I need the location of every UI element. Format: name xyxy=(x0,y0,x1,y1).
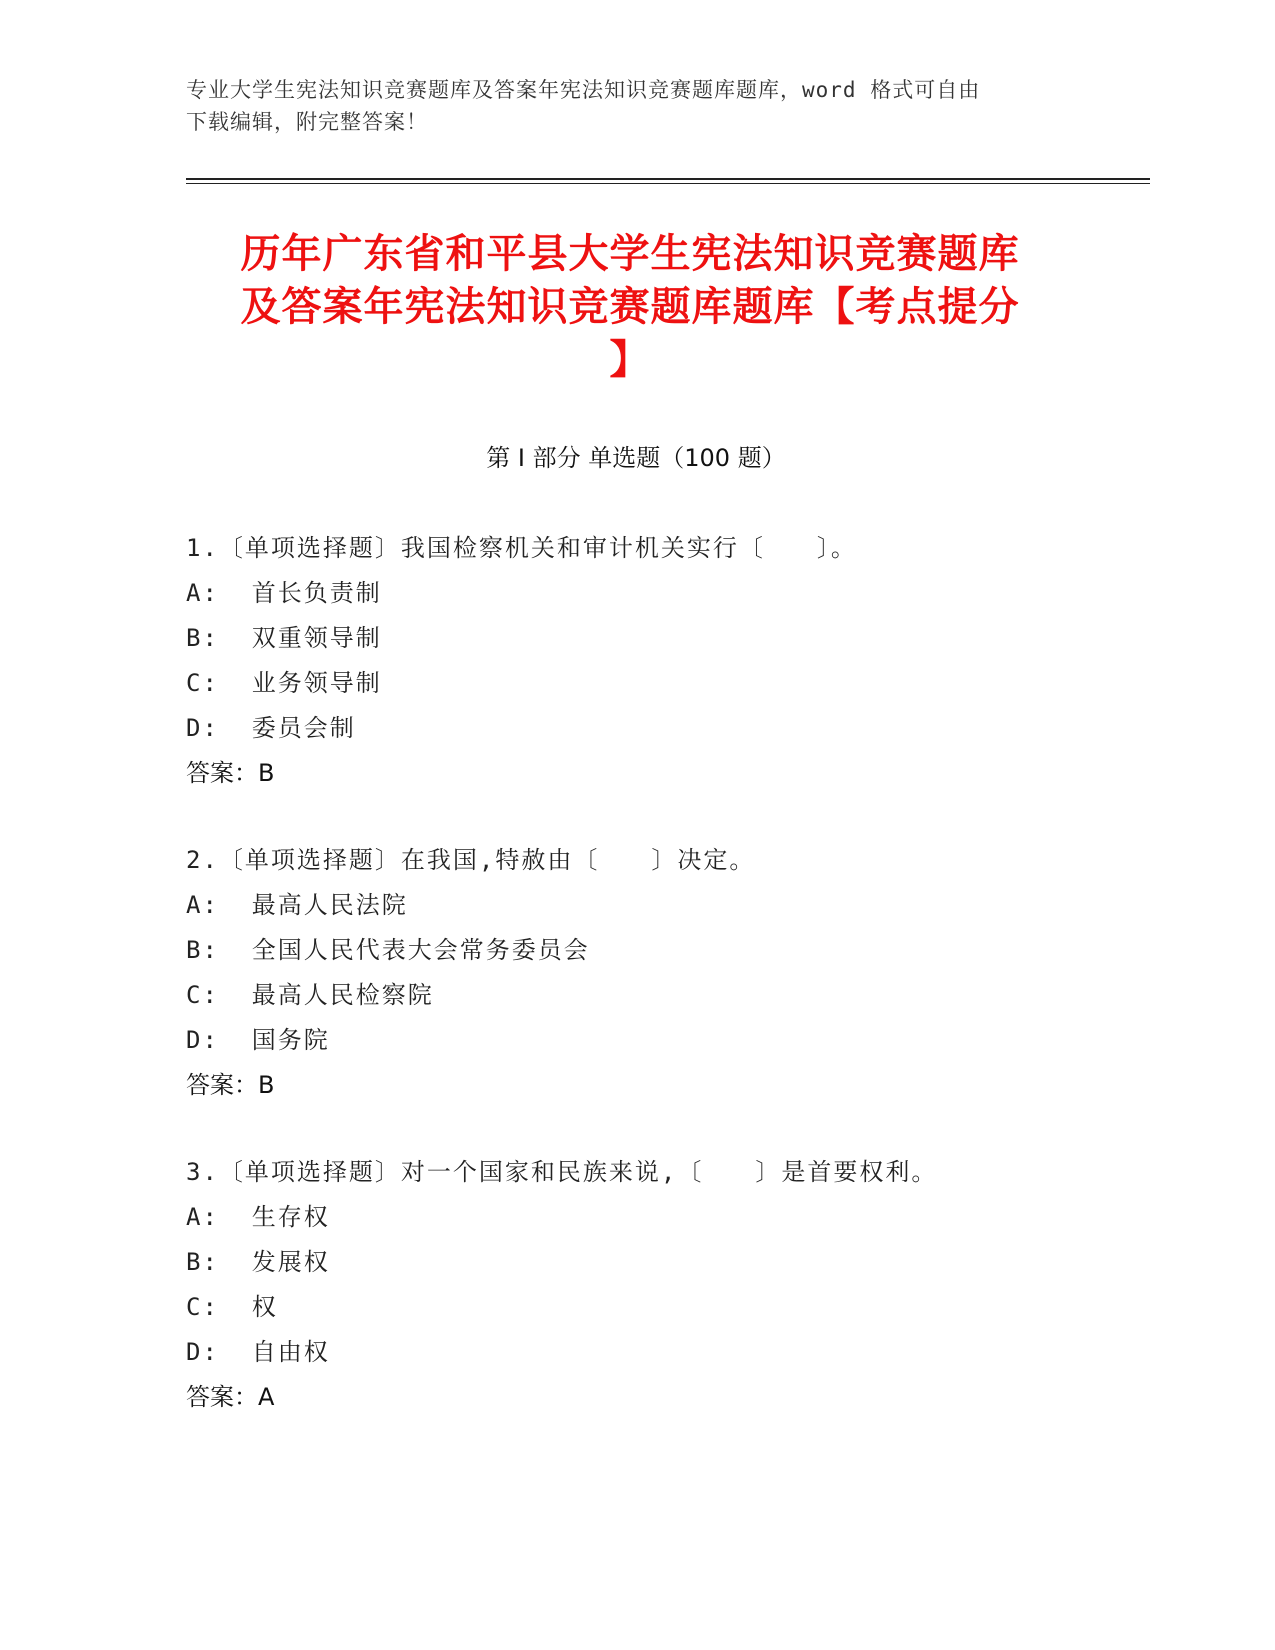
answer-line: 答案：B xyxy=(186,759,275,787)
option-c: C: 权 xyxy=(186,1293,278,1321)
header-note xyxy=(186,74,1066,138)
question-item xyxy=(186,838,1126,1108)
option-b: B: 双重领导制 xyxy=(186,624,382,652)
question-stem: 2.〔单项选择题〕在我国,特赦由〔 〕决定。 xyxy=(186,846,756,874)
option-d: D: 自由权 xyxy=(186,1338,330,1366)
option-b: B: 全国人民代表大会常务委员会 xyxy=(186,936,590,964)
answer-line: 答案：A xyxy=(186,1383,275,1411)
option-d: D: 国务院 xyxy=(186,1026,330,1054)
option-d: D: 委员会制 xyxy=(186,714,356,742)
answer-line: 答案：B xyxy=(186,1071,275,1099)
question-item xyxy=(186,526,1126,796)
header-note-line-1: 专业大学生宪法知识竞赛题库及答案年宪法知识竞赛题库题库，word 格式可自由 xyxy=(186,78,981,102)
question-list xyxy=(186,526,1126,1462)
header-divider-thick xyxy=(186,178,1150,180)
question-stem: 3.〔单项选择题〕对一个国家和民族来说,〔 〕是首要权利。 xyxy=(186,1158,938,1186)
section-heading: 第 I 部分 单选题（100 题） xyxy=(486,444,786,472)
option-c: C: 最高人民检察院 xyxy=(186,981,434,1009)
document-title-line-1: 历年广东省和平县大学生宪法知识竞赛题库 xyxy=(240,231,1020,277)
option-b: B: 发展权 xyxy=(186,1248,330,1276)
question-item xyxy=(186,1150,1126,1420)
option-a: A: 最高人民法院 xyxy=(186,891,408,919)
document-title xyxy=(190,228,1070,387)
option-a: A: 首长负责制 xyxy=(186,579,382,607)
document-title-line-3: 】 xyxy=(609,337,651,383)
document-title-line-2: 及答案年宪法知识竞赛题库题库【考点提分 xyxy=(240,284,1020,330)
option-c: C: 业务领导制 xyxy=(186,669,382,697)
header-divider-thin xyxy=(186,183,1150,184)
question-stem: 1.〔单项选择题〕我国检察机关和审计机关实行〔 〕。 xyxy=(186,534,857,562)
option-a: A: 生存权 xyxy=(186,1203,330,1231)
header-note-line-2: 下载编辑，附完整答案！ xyxy=(186,110,428,134)
